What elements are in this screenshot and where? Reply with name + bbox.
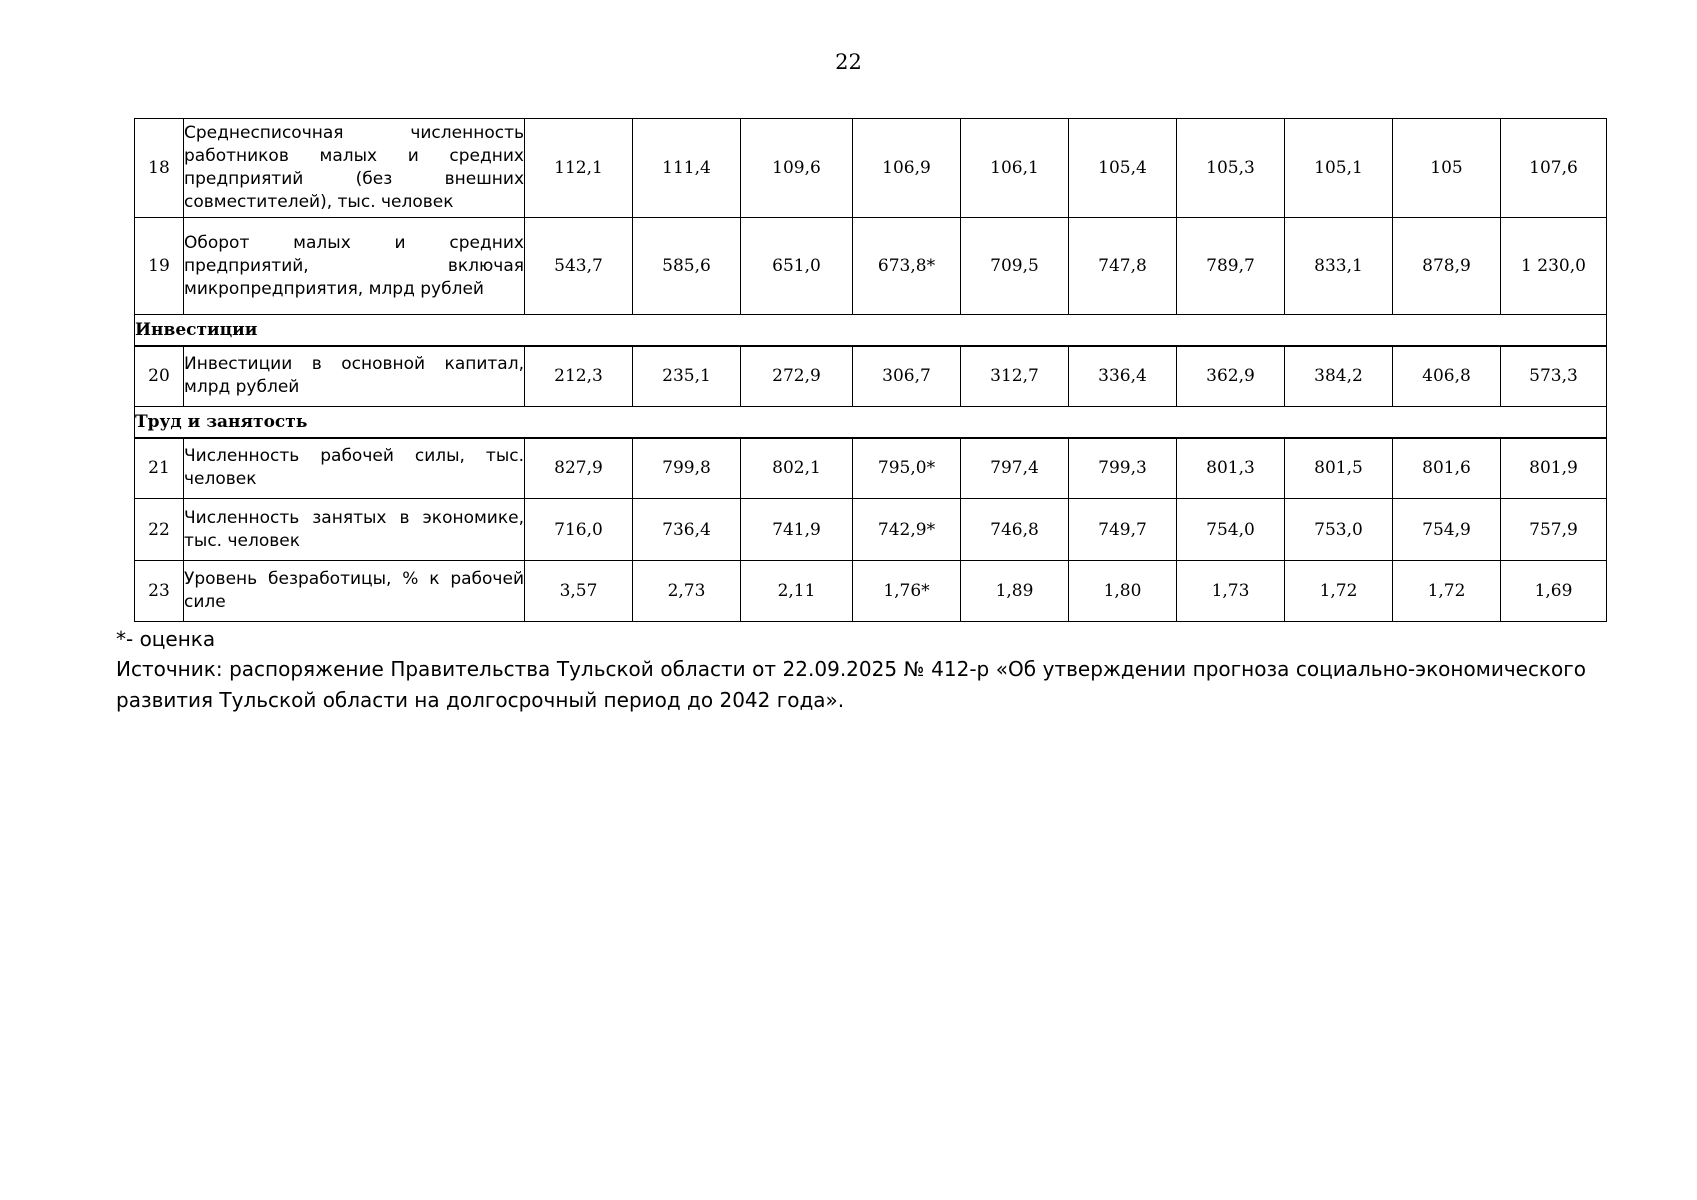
value-cell: 406,8	[1393, 346, 1501, 407]
value-cell: 109,6	[741, 119, 853, 218]
value-cell: 112,1	[525, 119, 633, 218]
value-cell: 797,4	[961, 438, 1069, 499]
value-cell: 746,8	[961, 499, 1069, 561]
indicator-name: Среднесписочная численность работников малых и средних предприятий (без внешних совместителей), тыс. человек	[184, 119, 525, 218]
value-cell: 235,1	[633, 346, 741, 407]
value-cell: 747,8	[1069, 218, 1177, 315]
value-cell: 1,89	[961, 561, 1069, 622]
value-cell: 827,9	[525, 438, 633, 499]
value-cell: 272,9	[741, 346, 853, 407]
value-cell: 2,73	[633, 561, 741, 622]
indicator-name: Численность рабочей силы, тыс. человек	[184, 438, 525, 499]
value-cell: 1,72	[1285, 561, 1393, 622]
value-cell: 312,7	[961, 346, 1069, 407]
value-cell: 106,1	[961, 119, 1069, 218]
value-cell: 801,5	[1285, 438, 1393, 499]
value-cell: 336,4	[1069, 346, 1177, 407]
value-cell: 833,1	[1285, 218, 1393, 315]
value-cell: 709,5	[961, 218, 1069, 315]
value-cell: 801,6	[1393, 438, 1501, 499]
value-cell: 1,80	[1069, 561, 1177, 622]
row-number: 22	[135, 499, 184, 561]
value-cell: 651,0	[741, 218, 853, 315]
indicators-table	[134, 118, 1607, 622]
value-cell: 105,3	[1177, 119, 1285, 218]
value-cell: 795,0*	[853, 438, 961, 499]
indicator-name: Численность занятых в экономике, тыс. человек	[184, 499, 525, 561]
value-cell: 107,6	[1501, 119, 1607, 218]
indicator-name: Уровень безработицы, % к рабочей силе	[184, 561, 525, 622]
value-cell: 362,9	[1177, 346, 1285, 407]
section-title: Инвестиции	[135, 315, 1607, 346]
value-cell: 749,7	[1069, 499, 1177, 561]
value-cell: 754,9	[1393, 499, 1501, 561]
section-row	[135, 407, 1607, 438]
value-cell: 801,3	[1177, 438, 1285, 499]
value-cell: 3,57	[525, 561, 633, 622]
value-cell: 105	[1393, 119, 1501, 218]
value-cell: 802,1	[741, 438, 853, 499]
row-number: 18	[135, 119, 184, 218]
footnote: *- оценка	[116, 627, 216, 651]
value-cell: 585,6	[633, 218, 741, 315]
page-number: 22	[835, 50, 862, 74]
value-cell: 742,9*	[853, 499, 961, 561]
value-cell: 757,9	[1501, 499, 1607, 561]
table-body	[135, 119, 1607, 622]
value-cell: 2,11	[741, 561, 853, 622]
value-cell: 106,9	[853, 119, 961, 218]
section-title: Труд и занятость	[135, 407, 1607, 438]
value-cell: 1,76*	[853, 561, 961, 622]
table-row	[135, 119, 1607, 218]
value-cell: 741,9	[741, 499, 853, 561]
value-cell: 1,69	[1501, 561, 1607, 622]
value-cell: 878,9	[1393, 218, 1501, 315]
value-cell: 111,4	[633, 119, 741, 218]
row-number: 21	[135, 438, 184, 499]
table-row	[135, 346, 1607, 407]
value-cell: 799,8	[633, 438, 741, 499]
value-cell: 105,1	[1285, 119, 1393, 218]
section-row	[135, 315, 1607, 346]
value-cell: 736,4	[633, 499, 741, 561]
row-number: 19	[135, 218, 184, 315]
table-row	[135, 499, 1607, 561]
value-cell: 673,8*	[853, 218, 961, 315]
table-row	[135, 561, 1607, 622]
indicator-name: Инвестиции в основной капитал, млрд рублей	[184, 346, 525, 407]
value-cell: 1,73	[1177, 561, 1285, 622]
indicator-name: Оборот малых и средних предприятий, включая микропредприятия, млрд рублей	[184, 218, 525, 315]
table-row	[135, 438, 1607, 499]
value-cell: 105,4	[1069, 119, 1177, 218]
value-cell: 1 230,0	[1501, 218, 1607, 315]
value-cell: 754,0	[1177, 499, 1285, 561]
value-cell: 716,0	[525, 499, 633, 561]
value-cell: 573,3	[1501, 346, 1607, 407]
source-note: Источник: распоряжение Правительства Тульской области от 22.09.2025 № 412-р «Об утверждении прогноза социально-экономического развития Тульской области на долгосрочный период до 2042 года».	[116, 657, 1586, 712]
value-cell: 306,7	[853, 346, 961, 407]
table-row	[135, 218, 1607, 315]
row-number: 20	[135, 346, 184, 407]
row-number: 23	[135, 561, 184, 622]
value-cell: 384,2	[1285, 346, 1393, 407]
value-cell: 543,7	[525, 218, 633, 315]
value-cell: 212,3	[525, 346, 633, 407]
value-cell: 801,9	[1501, 438, 1607, 499]
value-cell: 789,7	[1177, 218, 1285, 315]
value-cell: 1,72	[1393, 561, 1501, 622]
value-cell: 799,3	[1069, 438, 1177, 499]
value-cell: 753,0	[1285, 499, 1393, 561]
